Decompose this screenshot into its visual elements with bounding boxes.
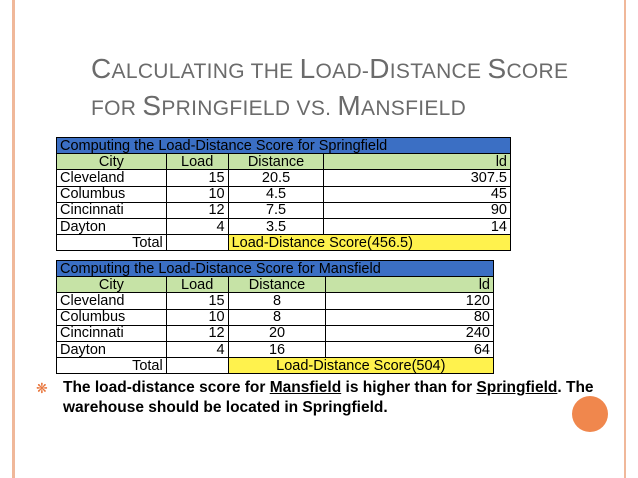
cell-ld: 45 <box>324 186 511 202</box>
cell-city: Cleveland <box>57 170 167 186</box>
cell-ld: 90 <box>324 202 511 218</box>
cell-distance: 16 <box>228 341 326 357</box>
table-row <box>57 293 494 309</box>
cell-city: Dayton <box>57 218 167 234</box>
mansfield-caption: Computing the Load-Distance Score for Mansfield <box>57 261 494 277</box>
header-ld: ld <box>324 154 511 170</box>
header-city: City <box>57 154 167 170</box>
table-row <box>57 309 494 325</box>
header-city: City <box>57 277 167 293</box>
slide-title <box>91 52 611 126</box>
conclusion-text: The load-distance score for Mansfield is higher than for Springfield. The warehouse should be located in Springfield. <box>63 379 594 416</box>
header-load: Load <box>166 277 228 293</box>
total-label: Total <box>57 235 167 251</box>
sun-bullet-icon: ❋ <box>36 380 48 396</box>
cell-city: Cincinnati <box>57 325 167 341</box>
cell-distance: 7.5 <box>228 202 324 218</box>
cell-ld: 240 <box>326 325 494 341</box>
cell-distance: 8 <box>228 309 326 325</box>
header-load: Load <box>166 154 228 170</box>
cell-distance: 8 <box>228 293 326 309</box>
total-row <box>57 358 494 374</box>
table-row <box>57 325 494 341</box>
right-border-line <box>624 0 626 478</box>
cell-distance: 20.5 <box>228 170 324 186</box>
mansfield-score: Load-Distance Score(504) <box>228 358 493 374</box>
decorative-orange-circle <box>572 396 608 432</box>
total-empty <box>166 235 228 251</box>
springfield-score: Load-Distance Score(456.5) <box>228 235 510 251</box>
cell-city: Columbus <box>57 309 167 325</box>
cell-load: 15 <box>166 170 228 186</box>
mansfield-table <box>56 260 494 374</box>
left-margin <box>0 0 12 478</box>
cell-ld: 120 <box>326 293 494 309</box>
left-border-line <box>12 0 15 478</box>
cell-city: Dayton <box>57 341 167 357</box>
table-row <box>57 218 511 234</box>
springfield-link: Springfield <box>476 379 558 396</box>
cell-distance: 20 <box>228 325 326 341</box>
cell-distance: 3.5 <box>228 218 324 234</box>
cell-ld: 307.5 <box>324 170 511 186</box>
header-distance: Distance <box>228 277 326 293</box>
table-row <box>57 170 511 186</box>
total-row <box>57 235 511 251</box>
cell-load: 15 <box>166 293 228 309</box>
header-ld: ld <box>326 277 494 293</box>
table-row <box>57 202 511 218</box>
total-label: Total <box>57 358 167 374</box>
cell-city: Cincinnati <box>57 202 167 218</box>
cell-city: Columbus <box>57 186 167 202</box>
cell-load: 10 <box>166 309 228 325</box>
title-line-1: CALCULATING THE LOAD-DISTANCE SCORE <box>91 53 569 84</box>
cell-load: 12 <box>166 202 228 218</box>
cell-load: 12 <box>166 325 228 341</box>
cell-load: 4 <box>166 341 228 357</box>
cell-city: Cleveland <box>57 293 167 309</box>
cell-ld: 64 <box>326 341 494 357</box>
springfield-table <box>56 137 511 251</box>
cell-ld: 14 <box>324 218 511 234</box>
cell-load: 4 <box>166 218 228 234</box>
mansfield-link: Mansfield <box>269 379 342 396</box>
table-row <box>57 186 511 202</box>
table-row <box>57 341 494 357</box>
title-line-2: FOR SPRINGFIELD VS. MANSFIELD <box>91 90 467 121</box>
total-empty <box>166 358 228 374</box>
cell-distance: 4.5 <box>228 186 324 202</box>
cell-ld: 80 <box>326 309 494 325</box>
header-distance: Distance <box>228 154 324 170</box>
cell-load: 10 <box>166 186 228 202</box>
springfield-caption: Computing the Load-Distance Score for Springfield <box>57 138 511 154</box>
